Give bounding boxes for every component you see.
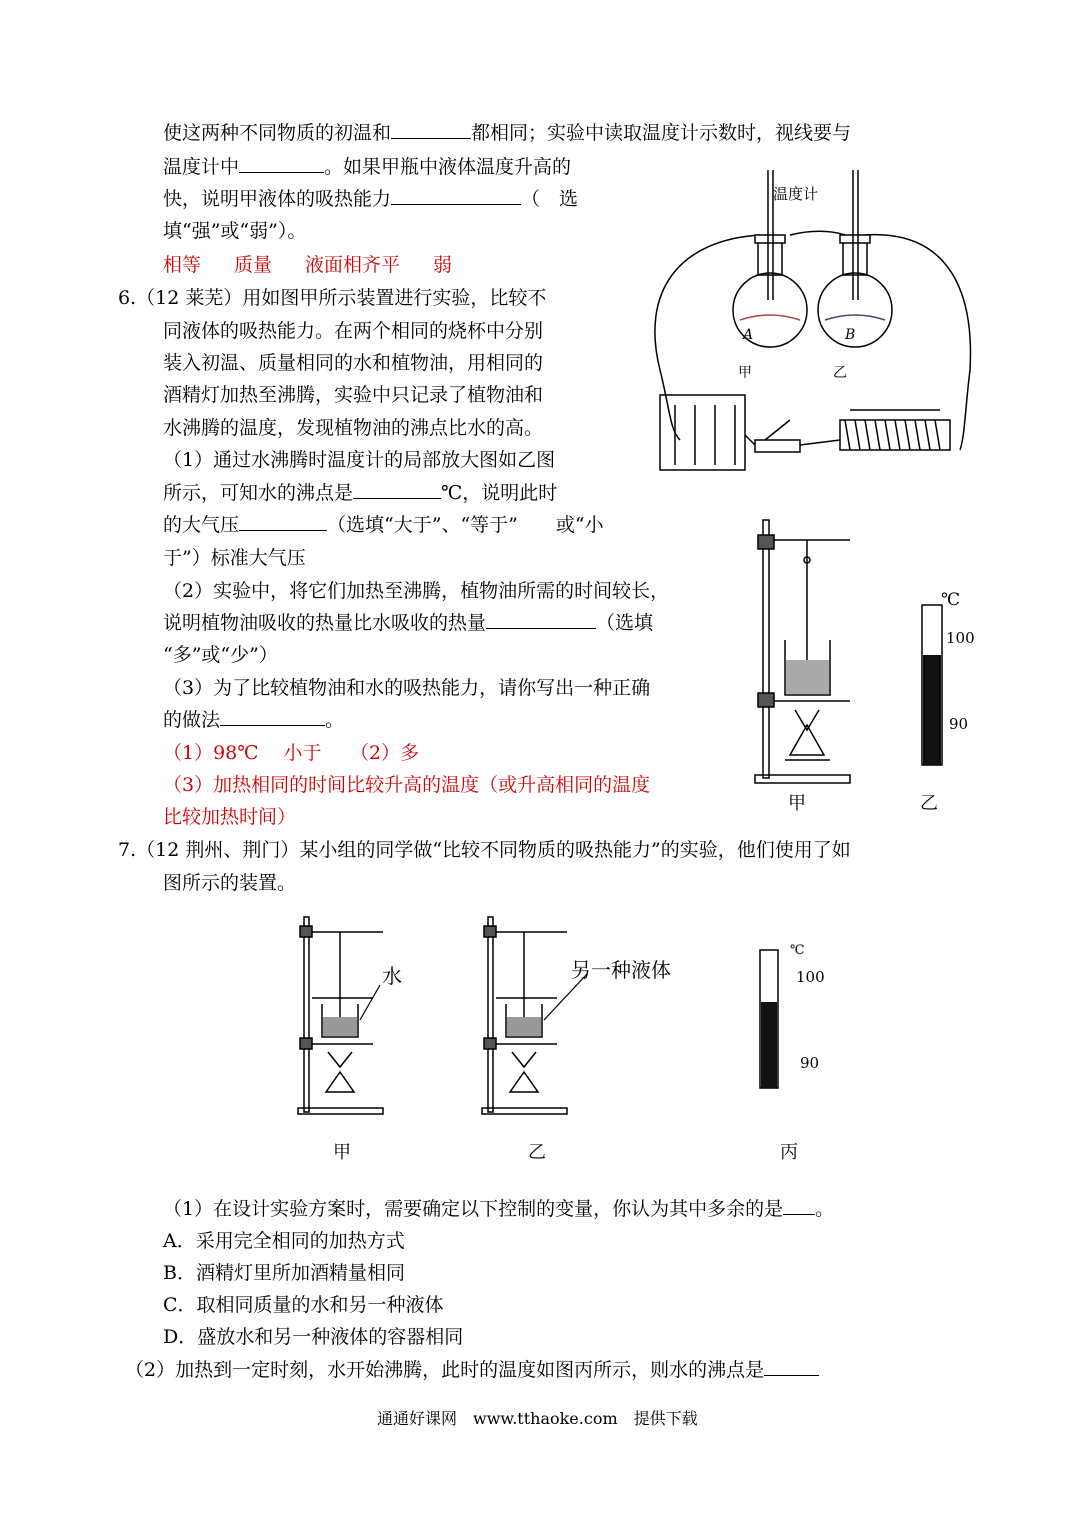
q7-line1: 7.（12 荆州、荆门）某小组的同学做“比较不同物质的吸热能力”的实验，他们使用了如: [118, 839, 851, 861]
q6-line5: 水沸腾的温度，发现植物油的沸点比水的高。: [163, 417, 544, 439]
q6-line3: 装入初温、质量相同的水和植物油，用相同的: [163, 352, 544, 374]
q6-p3-line2: 的做法 。: [163, 709, 345, 731]
fig7-apparatus-b: [482, 912, 572, 1117]
q6-p2-line2: 说明植物油吸收的热量比水吸收的热量 （选填: [163, 612, 654, 634]
q6-line2: 同液体的吸热能力。在两个相同的烧杯中分别: [163, 320, 544, 342]
q6-p1-line2: 所示，可知水的沸点是 ℃，说明此时: [163, 482, 558, 504]
blank[interactable]: [220, 707, 325, 726]
q7-option-b: B．酒精灯里所加酒精量相同: [163, 1262, 405, 1284]
flask-b-label: B: [845, 327, 856, 343]
fig7-thermometer-zoom: [750, 950, 790, 1090]
blank[interactable]: [239, 154, 324, 173]
q7-option-d: D．盛放水和另一种液体的容器相同: [163, 1326, 464, 1348]
fig6-tick-90: 90: [949, 715, 969, 733]
q5-line4: 填“强”或“弱”）。: [163, 220, 307, 242]
blank[interactable]: [486, 610, 596, 629]
fig6-unit: ℃: [941, 590, 961, 610]
q6-line1: 6.（12 莱芜）用如图甲所示装置进行实验，比较不: [118, 287, 547, 309]
fig7-tick-90: 90: [800, 1054, 820, 1072]
fig7-label-b: 乙: [528, 1142, 546, 1163]
fig7-label-a: 甲: [333, 1142, 351, 1163]
fig6-tick-100: 100: [946, 629, 975, 647]
blank[interactable]: [783, 1196, 815, 1215]
q6-answer3: 比较加热时间）: [163, 806, 297, 828]
q6-p1-line3: 的大气压 （选填“大于”、“等于” 或“小: [163, 514, 604, 536]
q5-line2: 温度计中 。如果甲瓶中液体温度升高的: [163, 156, 572, 178]
blank[interactable]: [391, 186, 521, 205]
fig6-label-left: 甲: [788, 793, 806, 814]
q6-p2-line1: （2）实验中，将它们加热至沸腾，植物油所需的时间较长，: [163, 580, 670, 602]
fig7-unit: ℃: [790, 943, 805, 958]
q6-p1-line1: （1）通过水沸腾时温度计的局部放大图如乙图: [163, 449, 556, 471]
blank[interactable]: [391, 120, 471, 139]
q6-p3-line1: （3）为了比较植物油和水的吸热能力，请你写出一种正确: [163, 677, 651, 699]
q7-line2: 图所示的装置。: [163, 872, 297, 894]
footer: 通通好课网 www.tthaoke.com 提供下载: [377, 1409, 698, 1428]
q6-answer2: （3）加热相同的时间比较升高的温度（或升高相同的温度: [163, 774, 651, 796]
blank[interactable]: [353, 480, 441, 499]
thermometer-label: 温度计: [773, 185, 819, 203]
blank[interactable]: [239, 512, 327, 531]
q5-line1: 使这两种不同物质的初温和 都相同；实验中读取温度计示数时，视线要与: [163, 122, 852, 144]
blank[interactable]: [764, 1357, 819, 1376]
fig6-label-right: 乙: [920, 793, 938, 814]
q6-answer1: （1）98℃ 小于 （2）多: [163, 742, 420, 764]
other-liquid-label: 另一种液体: [571, 958, 671, 982]
q7-p2: （2）加热到一定时刻，水开始沸腾，此时的温度如图丙所示，则水的沸点是: [125, 1357, 819, 1383]
q6-p2-line3: “多”或“少”）: [163, 644, 278, 666]
flask-a-label: A: [743, 327, 754, 343]
q7-option-c: C．取相同质量的水和另一种液体: [163, 1294, 444, 1316]
fig5-label-right: 乙: [833, 365, 847, 381]
q7-p1: （1）在设计实验方案时，需要确定以下控制的变量，你认为其中多余的是 。: [163, 1198, 835, 1220]
fig7-label-c: 丙: [780, 1142, 798, 1163]
q5-answers: 相等 质量 液面相齐平 弱: [163, 254, 453, 276]
water-label: 水: [382, 964, 402, 988]
fig5-label-left: 甲: [738, 365, 752, 381]
q5-line3: 快，说明甲液体的吸热能力 （ 选: [163, 188, 579, 210]
q6-p1-line4: 于”）标准大气压: [163, 547, 306, 569]
fig7-apparatus-a: [298, 912, 388, 1117]
fig6-apparatus: [755, 515, 855, 785]
fig7-tick-100: 100: [796, 968, 825, 986]
q7-option-a: A．采用完全相同的加热方式: [163, 1230, 405, 1252]
q6-line4: 酒精灯加热至沸腾，实验中只记录了植物油和: [163, 384, 544, 406]
